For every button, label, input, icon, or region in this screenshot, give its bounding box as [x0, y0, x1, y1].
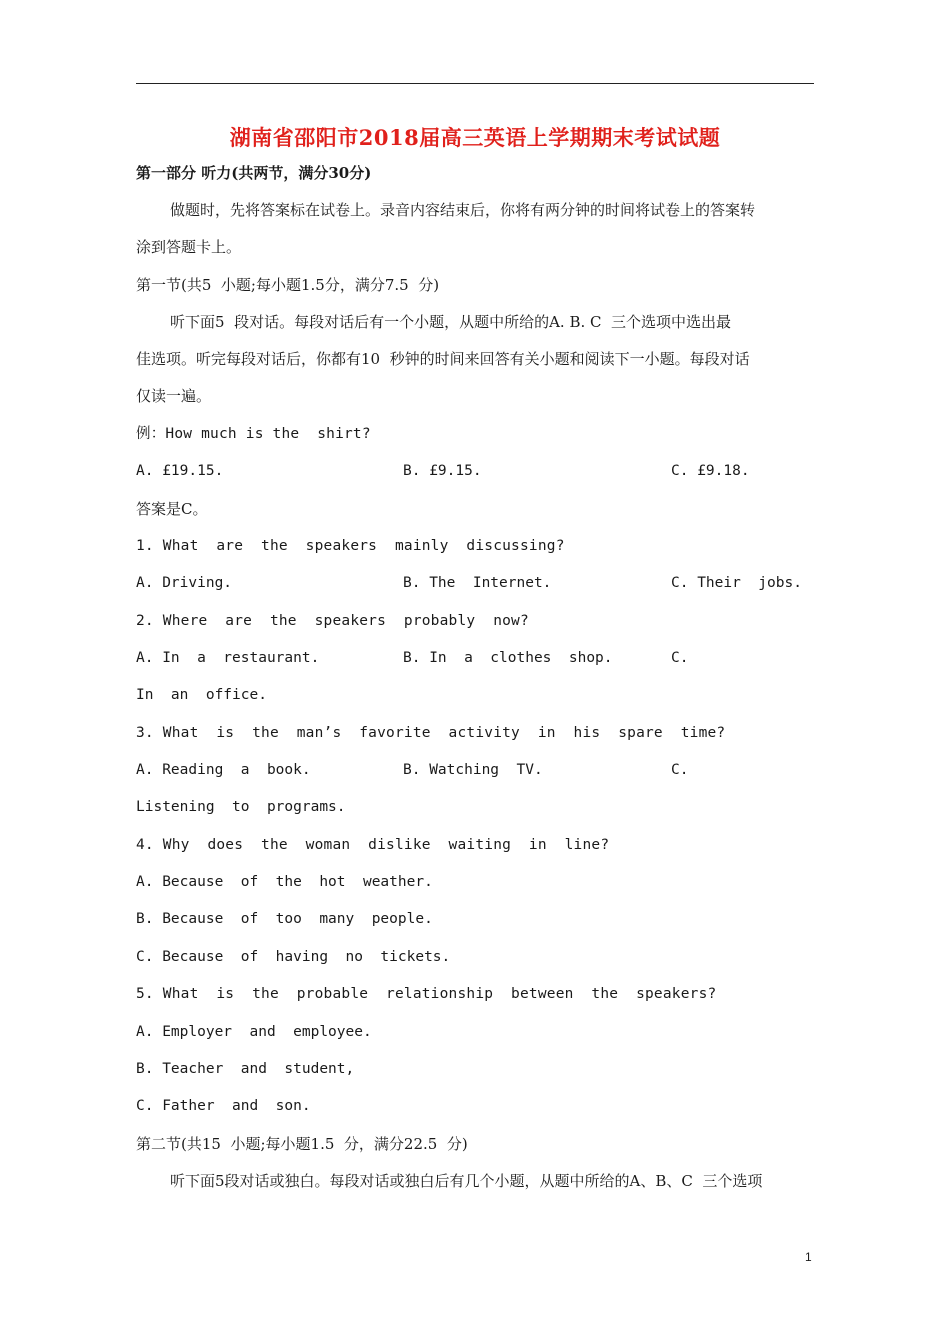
question-3-option-c: C. [671, 762, 689, 778]
question-1: 1. What are the speakers mainly discussing? [136, 538, 565, 554]
question-2-option-b: B. In a clothes shop. [403, 650, 613, 666]
example-option-a: A. £19.15. [136, 463, 224, 479]
section1-desc-line-3: 仅读一遍。 [136, 387, 212, 405]
question-4-option-a: A. Because of the hot weather. [136, 874, 433, 890]
question-4-option-c: C. Because of having no tickets. [136, 949, 451, 965]
question-1-option-a: A. Driving. [136, 575, 233, 591]
question-2-option-c: C. [671, 650, 689, 666]
intro-line-1: 做题时，先将答案标在试卷上。录音内容结束后，你将有两分钟的时间将试卷上的答案转 [170, 201, 756, 219]
part1-heading: 第一部分 听力(共两节，满分30分) [136, 164, 372, 182]
question-5-option-a: A. Employer and employee. [136, 1024, 372, 1040]
question-3-option-c-text: Listening to programs. [136, 799, 346, 815]
page-number: 1 [805, 1250, 812, 1264]
section1-desc-line-2: 佳选项。听完每段对话后，你都有10 秒钟的时间来回答有关小题和阅读下一小题。每段对话 [136, 350, 750, 368]
question-3-option-a: A. Reading a book. [136, 762, 311, 778]
header-rule [136, 83, 814, 84]
question-3-option-b: B. Watching TV. [403, 762, 543, 778]
example-question: 例：How much is the shirt? [136, 426, 371, 442]
question-4-option-b: B. Because of too many people. [136, 911, 433, 927]
section1-desc-line-1: 听下面5 段对话。每段对话后有一个小题，从题中所给的A. B. C 三个选项中选出最 [170, 313, 732, 331]
example-option-b: B. £9.15. [403, 463, 482, 479]
question-2: 2. Where are the speakers probably now? [136, 613, 529, 629]
page-title: 湖南省邵阳市2018届高三英语上学期期末考试试题 [229, 125, 721, 150]
question-3: 3. What is the man’s favorite activity in his spare time? [136, 725, 726, 741]
question-2-option-a: A. In a restaurant. [136, 650, 320, 666]
question-1-option-b: B. The Internet. [403, 575, 552, 591]
question-4: 4. Why does the woman dislike waiting in line? [136, 837, 610, 853]
section1-heading: 第一节(共5 小题;每小题1.5分，满分7.5 分) [136, 276, 440, 294]
example-option-c: C. £9.18. [671, 463, 750, 479]
intro-line-2: 涂到答题卡上。 [136, 238, 242, 256]
question-5: 5. What is the probable relationship between the speakers? [136, 986, 717, 1002]
section2-desc-line-1: 听下面5段对话或独白。每段对话或独白后有几个小题，从题中所给的A、B、C 三个选项 [170, 1172, 763, 1190]
question-2-option-c-text: In an office. [136, 687, 267, 703]
question-5-option-c: C. Father and son. [136, 1098, 311, 1114]
example-answer: 答案是C。 [136, 500, 208, 518]
question-1-option-c: C. Their jobs. [671, 575, 802, 591]
question-5-option-b: B. Teacher and student, [136, 1061, 355, 1077]
section2-heading: 第二节(共15 小题;每小题1.5 分，满分22.5 分) [136, 1135, 468, 1153]
